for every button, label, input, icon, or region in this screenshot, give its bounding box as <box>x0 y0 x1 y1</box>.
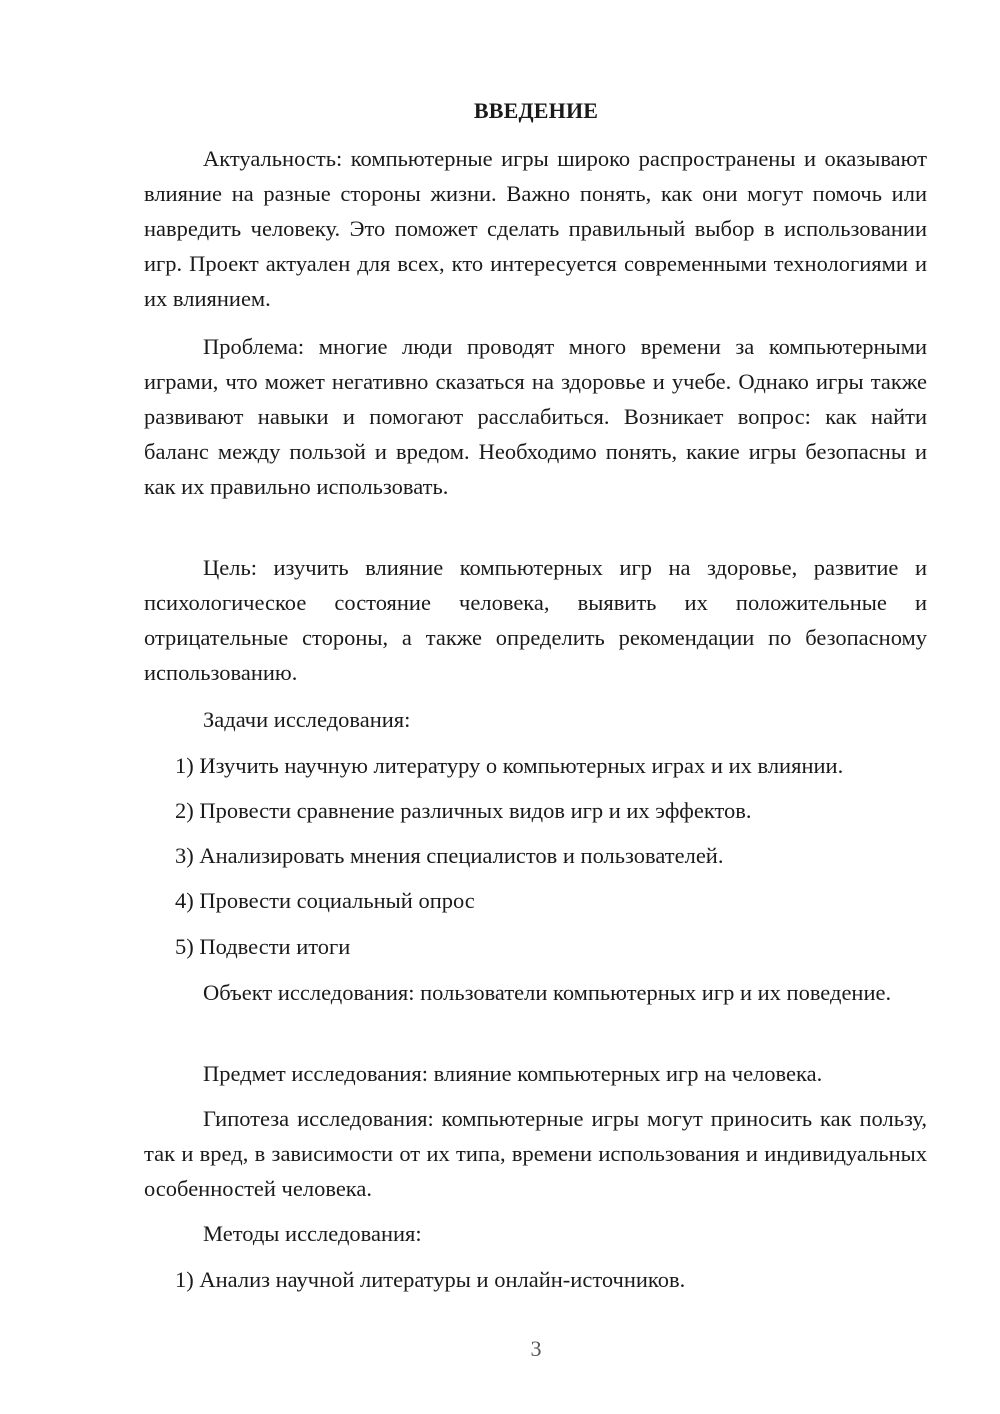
method-item-1: 1) Анализ научной литературы и онлайн-источников. <box>175 1267 686 1292</box>
object-paragraph: Объект исследования: пользователи компьютерных игр и их поведение. <box>203 980 892 1005</box>
problem-paragraph: Проблема: многие люди проводят много времени за компьютерными играми, что может негативно сказаться на здоровье и учебе. Однако игры также развивают навыки и помогают расслабиться. Возникает вопрос: как найти баланс между пользой и вредом. Необходимо понять, какие игры безопасны и как их правильно использовать. <box>144 334 927 499</box>
tasks-heading: Задачи исследования: <box>203 707 411 732</box>
page-number: 3 <box>530 1336 542 1361</box>
goal-paragraph: Цель: изучить влияние компьютерных игр на здоровье, развитие и психологическое состояние человека, выявить их положительные и отрицательные стороны, а также определить рекомендации по безопасному использованию. <box>144 555 927 685</box>
methods-heading: Методы исследования: <box>203 1221 422 1246</box>
task-item-2: 2) Провести сравнение различных видов игр и их эффектов. <box>175 798 752 823</box>
task-item-1: 1) Изучить научную литературу о компьютерных играх и их влиянии. <box>175 753 844 778</box>
subject-paragraph: Предмет исследования: влияние компьютерных игр на человека. <box>203 1061 823 1086</box>
relevance-paragraph: Актуальность: компьютерные игры широко распространены и оказывают влияние на разные стороны жизни. Важно понять, как они могут помочь или навредить человеку. Это поможет сделать правильный выбор в использовании игр. Проект актуален для всех, кто интересуется современными технологиями и их влиянием. <box>144 146 927 311</box>
hypothesis-paragraph: Гипотеза исследования: компьютерные игры могут приносить как пользу, так и вред, в зависимости от их типа, времени использования и индивидуальных особенностей человека. <box>144 1106 927 1201</box>
task-item-3: 3) Анализировать мнения специалистов и пользователей. <box>175 843 724 868</box>
page-title: ВВЕДЕНИЕ <box>473 98 599 123</box>
task-item-4: 4) Провести социальный опрос <box>175 888 475 913</box>
task-item-5: 5) Подвести итоги <box>175 934 351 959</box>
